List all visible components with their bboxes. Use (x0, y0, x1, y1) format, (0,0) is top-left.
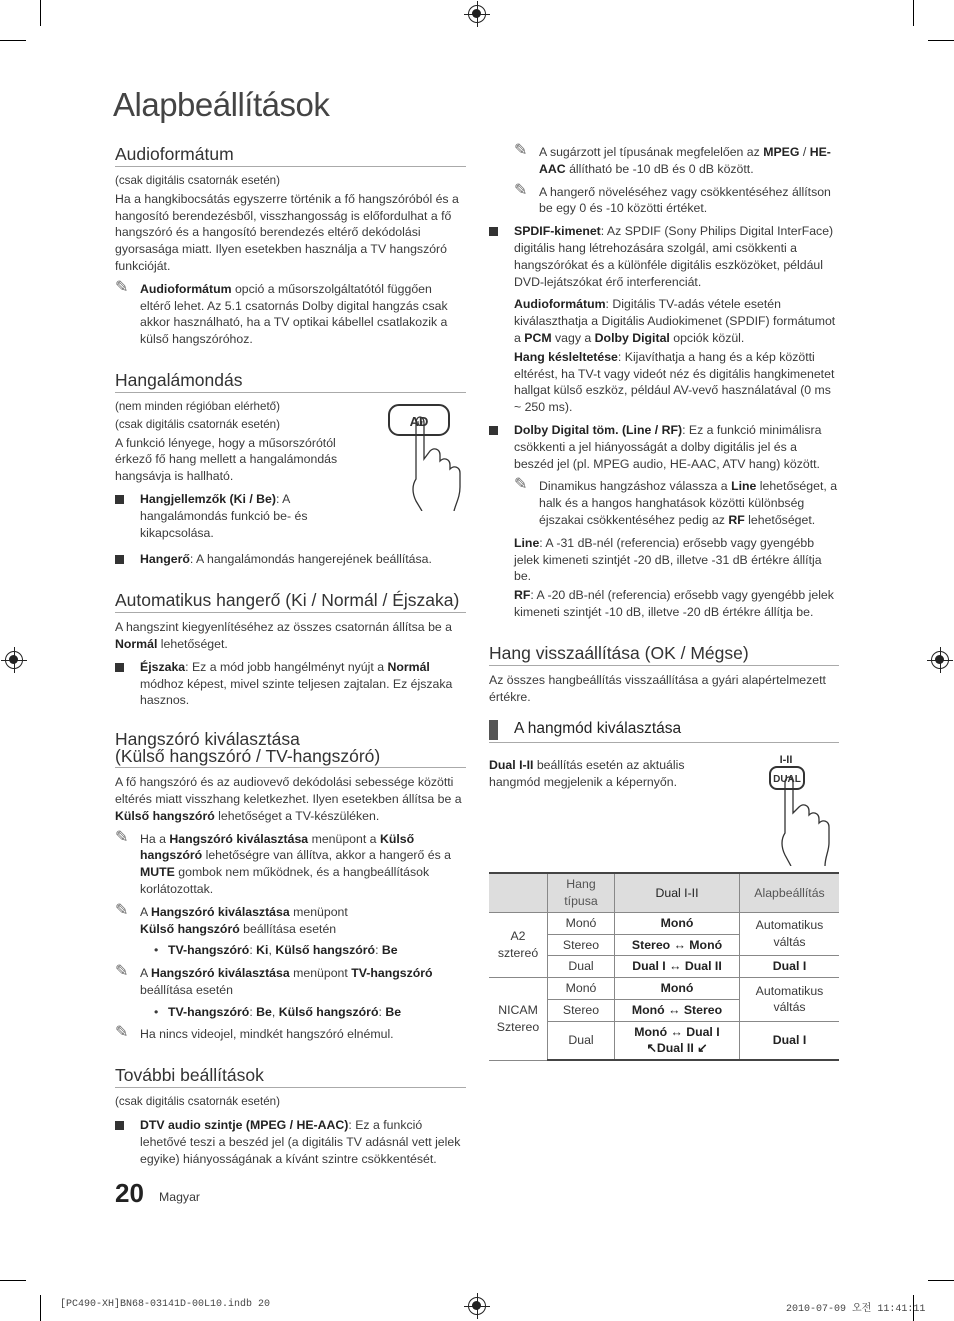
table-cell: Stereo ↔ Monó (615, 934, 740, 956)
table-header: Hang típusa (548, 873, 615, 912)
subheading-bar-icon (489, 720, 498, 740)
pencil-note-icon: ✎ (115, 828, 129, 846)
crop-mark (40, 0, 41, 26)
footer-file-info: [PC490-XH]BN68-03141D-00L10.indb 20 (60, 1299, 271, 1310)
section-heading-speaker-select: Hangszóró kiválasztása (Külső hangszóró / TV-hangszóró) (115, 731, 466, 768)
scope-text: (csak digitális csatornák esetén) (115, 1095, 280, 1109)
note: ✎ Dinamikus hangzáshoz válassza a Line lehetőséget, a halk és a hangos hanghatások közötti különbség éjszakai csökkentéséhez pedig az RF lehetőséget. (514, 476, 838, 527)
table-header: Alapbeállítás (740, 873, 840, 912)
svg-text:AD: AD (409, 413, 429, 429)
paragraph: A hangszint kiegyenlítéséhez az összes csatornán állítsa be a Normál lehetőséget. (115, 620, 452, 651)
crop-mark (40, 1295, 41, 1321)
crop-mark (0, 1280, 26, 1281)
sound-mode-table (489, 872, 839, 1061)
paragraph: Az összes hangbeállítás visszaállítása a gyári alapértelmezett értékre. (489, 672, 826, 704)
crop-mark (0, 40, 26, 41)
note: ✎ A Hangszóró kiválasztása menüpont Külső hangszóró beállítása esetén • TV-hangszóró: Ki, Külső hangszóró: Be (115, 904, 466, 959)
note: ✎ Ha a Hangszóró kiválasztása menüpont a Külső hangszóró lehetőségre van állítva, akkor a hangerő és a MUTE gombok nem működnek, és a hangbeállítások korlátozottak. (115, 828, 451, 896)
page-number: 20 (115, 1178, 144, 1208)
crop-mark (928, 40, 954, 41)
pencil-note-icon: ✎ (514, 181, 528, 199)
left-column (115, 144, 466, 1173)
bullet-item: Dolby Digital töm. (Line / RF): Ez a funkció minimálisra csökkenti a jel hiányosságát a dolby digitális jel és a beszéd jel (pl. MPEG audio, HE-AAC, ATV hang) között. (489, 422, 839, 472)
note: ✎ A hangerő növeléséhez vagy csökkentéséhez állítson be egy 0 és -10 közötti értéket. (514, 181, 831, 216)
square-bullet-icon (115, 495, 124, 504)
bullet-item: Éjszaka: Ez a mód jobb hangélményt nyújt a Normál módhoz képest, mivel szinte teljesen zajtalan. Ez éjszaka hasznos. (115, 659, 466, 709)
table-cell: NICAM Sztereo (489, 978, 548, 1061)
paragraph: Dual I-II beállítás esetén az aktuális hangmód megjelenik a képernyőn. (489, 758, 685, 789)
pencil-note-icon: ✎ (115, 901, 129, 919)
table-cell: Dual (548, 1021, 615, 1060)
pencil-note-icon: ✎ (514, 142, 528, 159)
section-heading-audio-description: Hangalámondás (115, 370, 466, 393)
crop-mark (913, 0, 914, 26)
scope-text: (csak digitális csatornák esetén) (115, 417, 280, 431)
bullet-item: Hangerő: A hangalámondás hangerejének beállítása. (115, 551, 466, 568)
paragraph: A funkció lényege, hogy a műsorszórótól érkező fő hang mellett a hangalámondás hangsávja is hallható. (115, 435, 338, 484)
registration-mark-icon (468, 5, 486, 23)
square-bullet-icon (115, 555, 124, 564)
table-cell: Monó (548, 978, 615, 1000)
table-cell: Monó (548, 912, 615, 934)
pencil-note-icon: ✎ (115, 963, 129, 981)
pencil-note-icon: ✎ (115, 278, 129, 296)
table-cell: Monó ↔ Stereo (615, 999, 740, 1021)
square-bullet-icon (489, 426, 498, 435)
table-cell: Automatikus váltás (740, 912, 840, 956)
bullet-item: DTV audio szintje (MPEG / HE-AAC): Ez a funkció lehetővé teszi a beszéd jel (a digitális TV adásnál vett jelek egyike) hiányosságának a kívánt szintre csökkentését. (115, 1117, 466, 1167)
bullet-item: Hangjellemzők (Ki / Be): A hangalámondás funkció be- és kikapcsolása. (115, 491, 320, 541)
table-cell: Dual I (740, 1021, 840, 1060)
table-cell: Dual I ↔ Dual II (615, 956, 740, 978)
note: ✎ A Hangszóró kiválasztása menüpont TV-hangszóró beállítása esetén • TV-hangszóró: Be, Külső hangszóró: Be (115, 965, 466, 1020)
note: ✎ A sugárzott jel típusának megfelelően az MPEG / HE-AAC állítható be -10 dB és 0 dB között. (514, 142, 831, 176)
pencil-note-icon: ✎ (514, 476, 528, 494)
table-header: Dual I-II (615, 873, 740, 912)
table-cell: Monó ↔ Dual I ↖Dual II ↙ (615, 1021, 740, 1060)
paragraph: Hang késleltetése: Kijavíthatja a hang és a kép közötti eltérést, ha TV-t vagy videót néz és digitális hangkimenetet hallgat külső eszköz, például AV-vevő használatával (0 ms ~ 250 ms). (514, 349, 835, 415)
dot-item: • TV-hangszóró: Ki, Külső hangszóró: Be (154, 942, 466, 959)
crop-mark (928, 1280, 954, 1281)
table-cell: Dual I (740, 956, 840, 978)
table-cell: A2 sztereó (489, 912, 548, 977)
remote-ad-button-hand-icon (386, 401, 466, 511)
page-language: Magyar (159, 1190, 201, 1204)
footer-date: 2010-07-09 오전 11:41:11 (786, 1304, 926, 1315)
section-heading-more-settings: További beállítások (115, 1065, 466, 1088)
right-column (489, 144, 839, 1061)
paragraph: A fő hangszóró és az audiovevő dekódolási sebessége közötti eltérés miatt visszhang keletkezhet. Ilyen esetekben állítsa be a Külső hangszóró lehetőséget a TV-készüléken. (115, 775, 462, 823)
section-heading-audio-format: Audioformátum (115, 144, 466, 167)
square-bullet-icon (489, 227, 498, 236)
subheading-sound-mode: A hangmód kiválasztása (489, 719, 839, 743)
table-cell: Monó (615, 912, 740, 934)
paragraph: RF: A -20 dB-nél (referencia) erősebb vagy gyengébb jelek kimeneti szintjét -10 dB, illetve -20 dB értékre állítja be. (514, 588, 834, 619)
paragraph: Audioformátum: Digitális TV-adás vétele esetén kiválaszthatja a Digitális Audiokimenet (SPDIF) formátumot a PCM vagy a Dolby Digital opciók közül. (514, 297, 836, 345)
section-heading-auto-volume: Automatikus hangerő (Ki / Normál / Éjszaka) (115, 590, 466, 613)
bullet-item: SPDIF-kimenet: Az SPDIF (Sony Philips Digital InterFace) digitális hang létrehozására szolgál, ami csökkenti a hangszórókat és a különféle digitális eszközöket, például DVD-lejátszókat érő interferenciát. (489, 223, 839, 290)
svg-text:I-II: I-II (779, 754, 793, 767)
table-cell: Stereo (548, 999, 615, 1021)
note: ✎ Ha nincs videojel, mindkét hangszóró elnémul. (115, 1024, 394, 1042)
svg-text:DUAL: DUAL (773, 774, 801, 786)
paragraph: Ha a hangkibocsátás egyszerre történik a fő hangszóróból és a hangosító berendezésből, visszhangosság is előfordulhat a fő hangszóró és a hangosító berendezés eltérő dekódolási gyorsasága miatt. Ilyen esetekben használja a TV hangszóró funkcióját. (115, 191, 459, 273)
table-cell: Dual (548, 956, 615, 978)
square-bullet-icon (115, 663, 124, 672)
registration-mark-icon (5, 651, 23, 669)
square-bullet-icon (115, 1121, 124, 1130)
registration-mark-icon (931, 651, 949, 669)
dot-item: • TV-hangszóró: Be, Külső hangszóró: Be (154, 1004, 466, 1021)
registration-mark-icon (468, 1297, 486, 1315)
note: ✎ Audioformátum opció a műsorszolgáltatótól függően eltérő lehet. Az 5.1 csatornás Dolby digital hangzás csak akkor használható, ha a TV optikai kábellel csatlakozik a külső hangszóróhoz. (115, 278, 448, 347)
section-heading-sound-reset: Hang visszaállítása (OK / Mégse) (489, 643, 839, 666)
table-cell: Monó (615, 978, 740, 1000)
paragraph: Line: A -31 dB-nél (referencia) erősebb vagy gyengébb jelek kimeneti szintjét -20 dB, illetve -31 dB értékre állítja be. (514, 535, 822, 584)
table-cell: Automatikus váltás (740, 978, 840, 1022)
scope-text: (csak digitális csatornák esetén) (115, 174, 280, 187)
scope-text: (nem minden régióban elérhető) (115, 399, 280, 413)
table-cell: Stereo (548, 934, 615, 956)
page-title: Alapbeállítások (113, 86, 330, 123)
remote-dual-button-hand-icon (769, 751, 839, 866)
pencil-note-icon: ✎ (115, 1024, 129, 1042)
